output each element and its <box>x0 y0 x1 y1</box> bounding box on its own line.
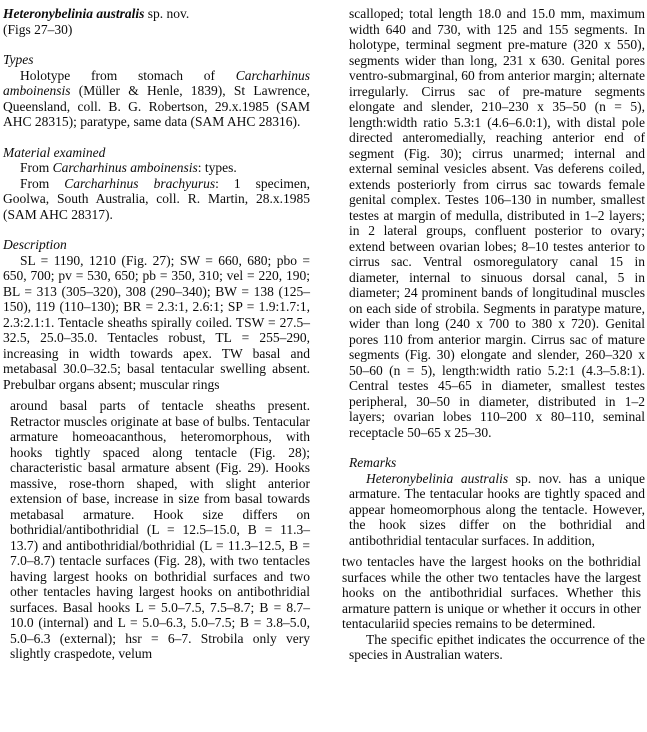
remarks-paragraph-1 <box>349 471 645 549</box>
species-name: Heteronybelinia australis <box>3 6 145 21</box>
right-column <box>342 6 645 663</box>
text-segment: scalloped; total length 18.0 and 15.0 mm, maximum width 640 and 730, with 125 and 155 segments. In holotype, terminal segment pre-mature (320 x 550), segments wider than long, 231 x 630. Genital pores ventro-submarginal, 60 from anterior margin; alternate irregularly. Cirrus sac of pre-mature segments elongate and slender, 210–230 x 35–50 (n = 5), length:width ratio 5.3:1 (4.6–6.0:1), with distal pole directed anteromedially, reaching anterior end of segment (Fig. 30); cirrus unarmed; internal and external seminal vesicles absent. Vas deferens coiled, extends posteriorly from cirrus sac towards female genital complex. Testes 106–130 in number, smallest testes at margin of medulla, distributed in 1–2 layers; in 2 lateral groups, confluent posterior to ovary; extend between ovarian lobes; 8–10 testes anterior to cirrus sac. Ventral osmoregulatory canal 15 in diameter, internal to sinuous dorsal canal, 5 in diameter; 24 prominent bands of longitudinal muscles on each side of strobila. Segments in paratype mature, wider than long (240 x 700 to 380 x 720). Genital pores 110 from anterior margin. Cirrus sac of mature segments (Fig. 30) elongate and slender, 260–320 x 50–60 (n = 5), length:width ratio 5.2:1 (4.3–5.8:1). Central testes 45–65 in diameter, smallest testes peripheral, 30–50 in diameter, distributed in 1–2 layers; ovarian lobes 110–200 x 80–110, seminal receptacle 50–65 x 25–30. <box>349 6 645 440</box>
text-segment: SL = 1190, 1210 (Fig. 27); SW = 660, 680; pbo = 650, 700; pv = 530, 650; pb = 350, 310; vel = 220, 190; BL = 313 (305–320), 308 (290–340); BW = 138 (125–150), 119 (110–130); BR = 2.3:1, 2.6:1; SP = 1.9:1.7:1, 2.3:2.1:1. Tentacle sheaths spirally coiled. TSW = 27.5–32.5, 25.0–35.0. Tentacles robust, TL = 255–290, increasing in width towards apex. TW basal and metabasal 30.0–32.5; basal tentacular swelling absent. Prebulbar organs absent; muscular rings <box>3 252 310 392</box>
material-paragraph-1 <box>3 160 310 176</box>
sp-nov-label: sp. nov. <box>144 6 190 21</box>
section-heading-label: Types <box>3 52 34 67</box>
section-heading-material-examined <box>3 145 310 161</box>
text-segment: From <box>20 160 53 175</box>
section-heading-label: Description <box>3 237 67 252</box>
text-segment: Holotype from stomach of <box>20 67 236 83</box>
types-paragraph <box>3 68 310 130</box>
description-paragraph-3 <box>349 6 645 440</box>
remarks-paragraph-2 <box>342 554 641 632</box>
text-segment: From <box>20 175 65 191</box>
description-paragraph-1 <box>3 253 310 393</box>
text-segment: : types. <box>197 160 237 175</box>
taxon-name: Carcharhinus amboinensis <box>52 160 198 175</box>
section-heading-label: Remarks <box>349 455 397 470</box>
species-title <box>3 6 310 22</box>
taxon-name: Heteronybelinia australis <box>366 470 509 486</box>
section-heading-types <box>3 52 310 68</box>
section-heading-remarks <box>349 455 645 471</box>
section-heading-description <box>3 237 310 253</box>
text-segment: around basal parts of tentacle sheaths present. Retractor muscles originate at base of bulbs. Tentacular armature homeoacanthous, heteromorphous, with hooks tightly spaced along tentacle (Fig. 28); characteristic basal armature absent (Fig. 29). Hooks massive, rose-thorn shaped, with slight anterior extension of base, increase in size from basal towards metabasal armature. Hook size differs on bothridial/antibothridial (L = 12.5–15.0, B = 11.3–13.7) and antibothridial/bothridial (L = 11.3–12.5, B = 7.0–8.7) tentacle surfaces (Fig. 28), with two tentacles having largest hooks on bothridial surfaces and two other tentacles having largest hooks on antibothridial surfaces. Basal hooks L = 5.0–7.5, 7.5–8.7; B = 8.7–10.0 (internal) and L = 5.0–6.3, 5.0–7.5; B = 3.8–5.0, 5.0–6.3 (external); hsr = 6–7. Strobila only very slightly craspedote, velum <box>10 398 310 661</box>
taxon-name: Carcharhinus brachyurus <box>64 175 216 191</box>
left-column <box>3 6 310 662</box>
description-paragraph-2 <box>3 398 310 662</box>
figure-reference <box>3 22 310 38</box>
text-segment: The specific epithet indicates the occurrence of the species in Australian waters. <box>349 631 645 662</box>
section-heading-label: Material examined <box>3 144 106 160</box>
text-segment: (Müller & Henle, 1839), St Lawrence, Queensland, coll. B. G. Robertson, 29.x.1985 (SAM AHC 28315); paratype, same data (SAM AHC 28316). <box>3 83 310 129</box>
figure-reference-text: (Figs 27–30) <box>3 21 73 37</box>
taxon-name: Carcharhinus amboinensis <box>3 67 310 98</box>
material-paragraph-2 <box>3 176 310 223</box>
text-segment: two tentacles have the largest hooks on the bothridial surfaces while the other two tentacles have the largest hooks on the antibothridial surfaces. Whether this armature pattern is unique or whether it occurs in other tentaculariid species remains to be determined. <box>342 554 641 631</box>
text-segment: : 1 specimen, Goolwa, South Australia, coll. R. Martin, 28.x.1985 (SAM AHC 28317). <box>3 175 311 222</box>
text-segment: sp. nov. has a unique armature. The tentacular hooks are tightly spaced and appear homeomorphous along the tentacle. However, the hook sizes differ on the bothridial and antibothridial tentacular surfaces. In addition, <box>349 470 645 548</box>
remarks-paragraph-3 <box>349 632 645 663</box>
